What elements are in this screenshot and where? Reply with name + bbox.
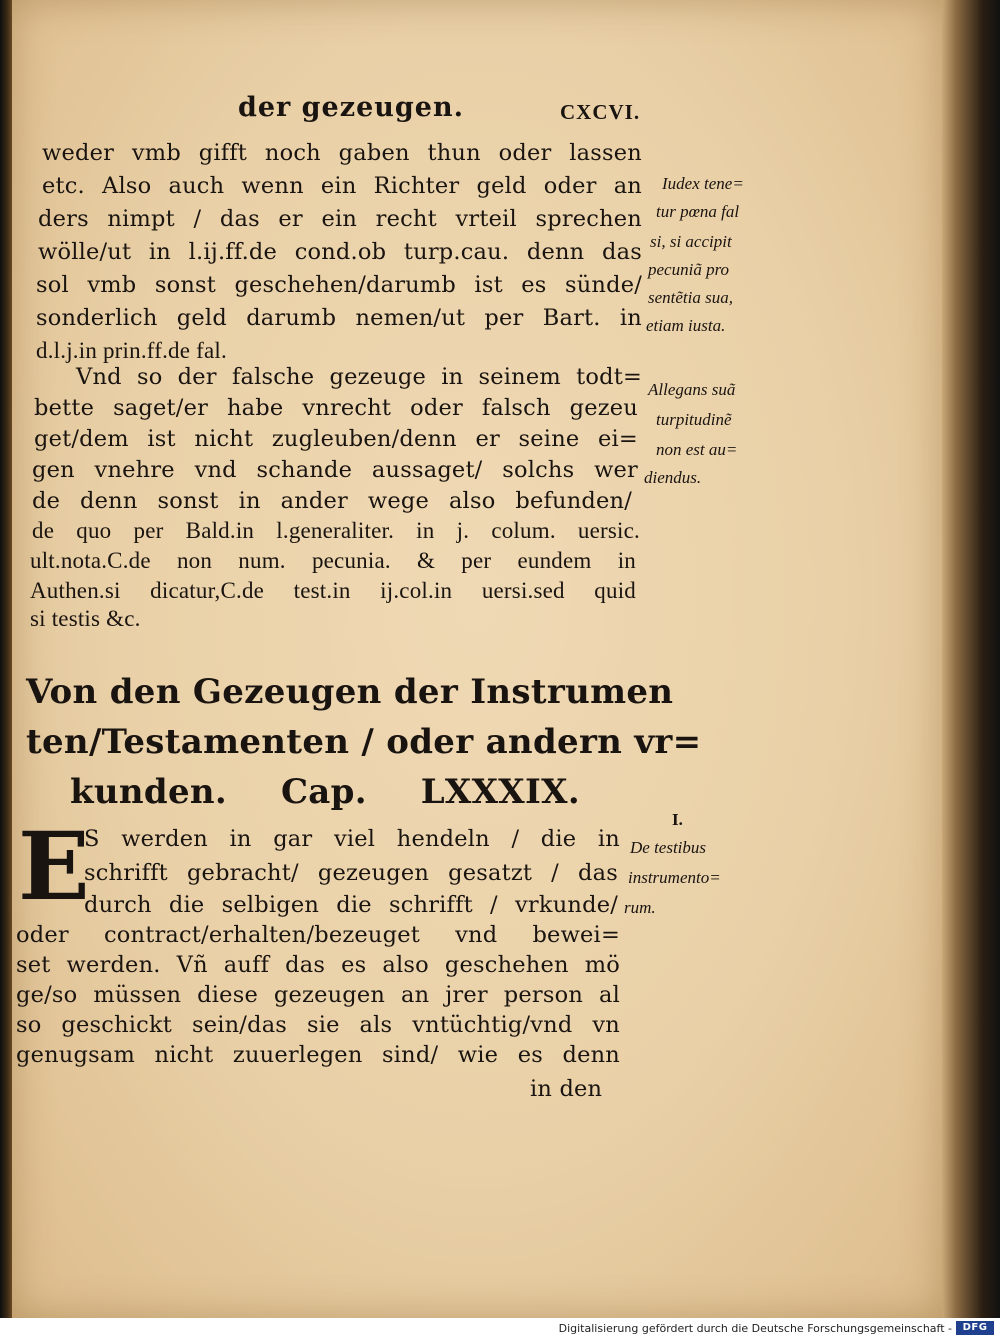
latin-line: de quo per Bald.in l.generaliter. in j. colum. uersic.	[32, 518, 640, 543]
text-line: sol vmb sonst geschehen/darumb ist es sünde/	[36, 272, 642, 298]
latin-line: Authen.si dicatur,C.de test.in ij.col.in uersi.sed quid	[30, 578, 636, 603]
margin-note-line: non est au=	[656, 440, 738, 459]
text-line: get/dem ist nicht zugleuben/denn er seine ei=	[34, 426, 638, 452]
latin-line: si testis &c.	[30, 606, 141, 631]
chapter-heading-line: kunden. Cap. LXXXIX.	[70, 772, 580, 812]
text-line: schrifft gebracht/ gezeugen gesatzt / das	[84, 860, 618, 886]
margin-note-line: sentẽtia sua,	[648, 288, 733, 307]
margin-note-line: Iudex tene=	[662, 174, 744, 193]
margin-note-line: tur pœna fal	[656, 202, 740, 221]
text-line: oder contract/erhalten/bezeuget vnd bewei=	[16, 922, 620, 948]
margin-note-line: etiam iusta.	[646, 316, 726, 335]
margin-note-line: turpitudinẽ	[656, 410, 732, 429]
text-line: de denn sonst in ander wege also befunden/	[32, 488, 632, 514]
text-line: weder vmb gifft noch gaben thun oder lassen	[42, 140, 642, 166]
text-line: gen vnehre vnd schande aussaget/ solchs wer	[32, 457, 638, 483]
margin-note-line: instrumento=	[628, 868, 721, 887]
text-line: so geschickt sein/das sie als vntüchtig/vnd vn	[16, 1012, 620, 1038]
latin-line: ult.nota.C.de non num. pecunia. & per eundem in	[30, 548, 636, 573]
margin-note-line: rum.	[624, 898, 656, 917]
text-line: etc. Also auch wenn ein Richter geld oder an	[42, 173, 642, 199]
text-line: bette saget/er habe vnrecht oder falsch gezeu	[34, 395, 638, 421]
catchword: in den	[530, 1076, 603, 1102]
chapter-heading-line: Von den Gezeugen der Instrumen	[26, 672, 674, 712]
text-line: ders nimpt / das er ein recht vrteil sprechen	[38, 206, 642, 232]
margin-note-line: Allegans suã	[648, 380, 736, 399]
page-fore-edge	[942, 0, 1000, 1318]
funding-credit: Digitalisierung gefördert durch die Deutsche Forschungsgemeinschaft -	[558, 1322, 952, 1335]
text-line: wölle/ut in l.ij.ff.de cond.ob turp.cau. denn das	[38, 239, 642, 265]
text-line: durch die selbigen die schrifft / vrkunde/	[84, 892, 618, 918]
dfg-logo: DFG	[956, 1321, 994, 1335]
margin-note-line: De testibus	[630, 838, 707, 857]
text-line: Vnd so der falsche gezeuge in seinem todt=	[76, 364, 642, 390]
text-line: ge/so müssen diese gezeugen an jrer person al	[16, 982, 620, 1008]
running-head: der gezeugen.	[238, 92, 464, 123]
text-line: d.l.j.in prin.ff.de fal.	[36, 338, 227, 363]
text-line: sonderlich geld darumb nemen/ut per Bart. in	[36, 305, 642, 331]
margin-note-number: I.	[672, 810, 683, 829]
folio-number: CXCVI.	[560, 100, 641, 124]
text-line: genugsam nicht zuuerlegen sind/ wie es denn	[16, 1042, 620, 1068]
text-line: S werden in gar viel hendeln / die in	[84, 826, 620, 852]
margin-note-line: si, si accipit	[650, 232, 732, 251]
margin-note-line: diendus.	[644, 468, 702, 487]
text-line: set werden. Vñ auff das es also geschehen mö	[16, 952, 620, 978]
chapter-heading-line: ten/Testamenten / oder andern vr=	[26, 722, 702, 762]
margin-note-line: pecuniã pro	[648, 260, 730, 279]
book-gutter	[0, 0, 12, 1318]
drop-cap: E	[18, 812, 90, 922]
